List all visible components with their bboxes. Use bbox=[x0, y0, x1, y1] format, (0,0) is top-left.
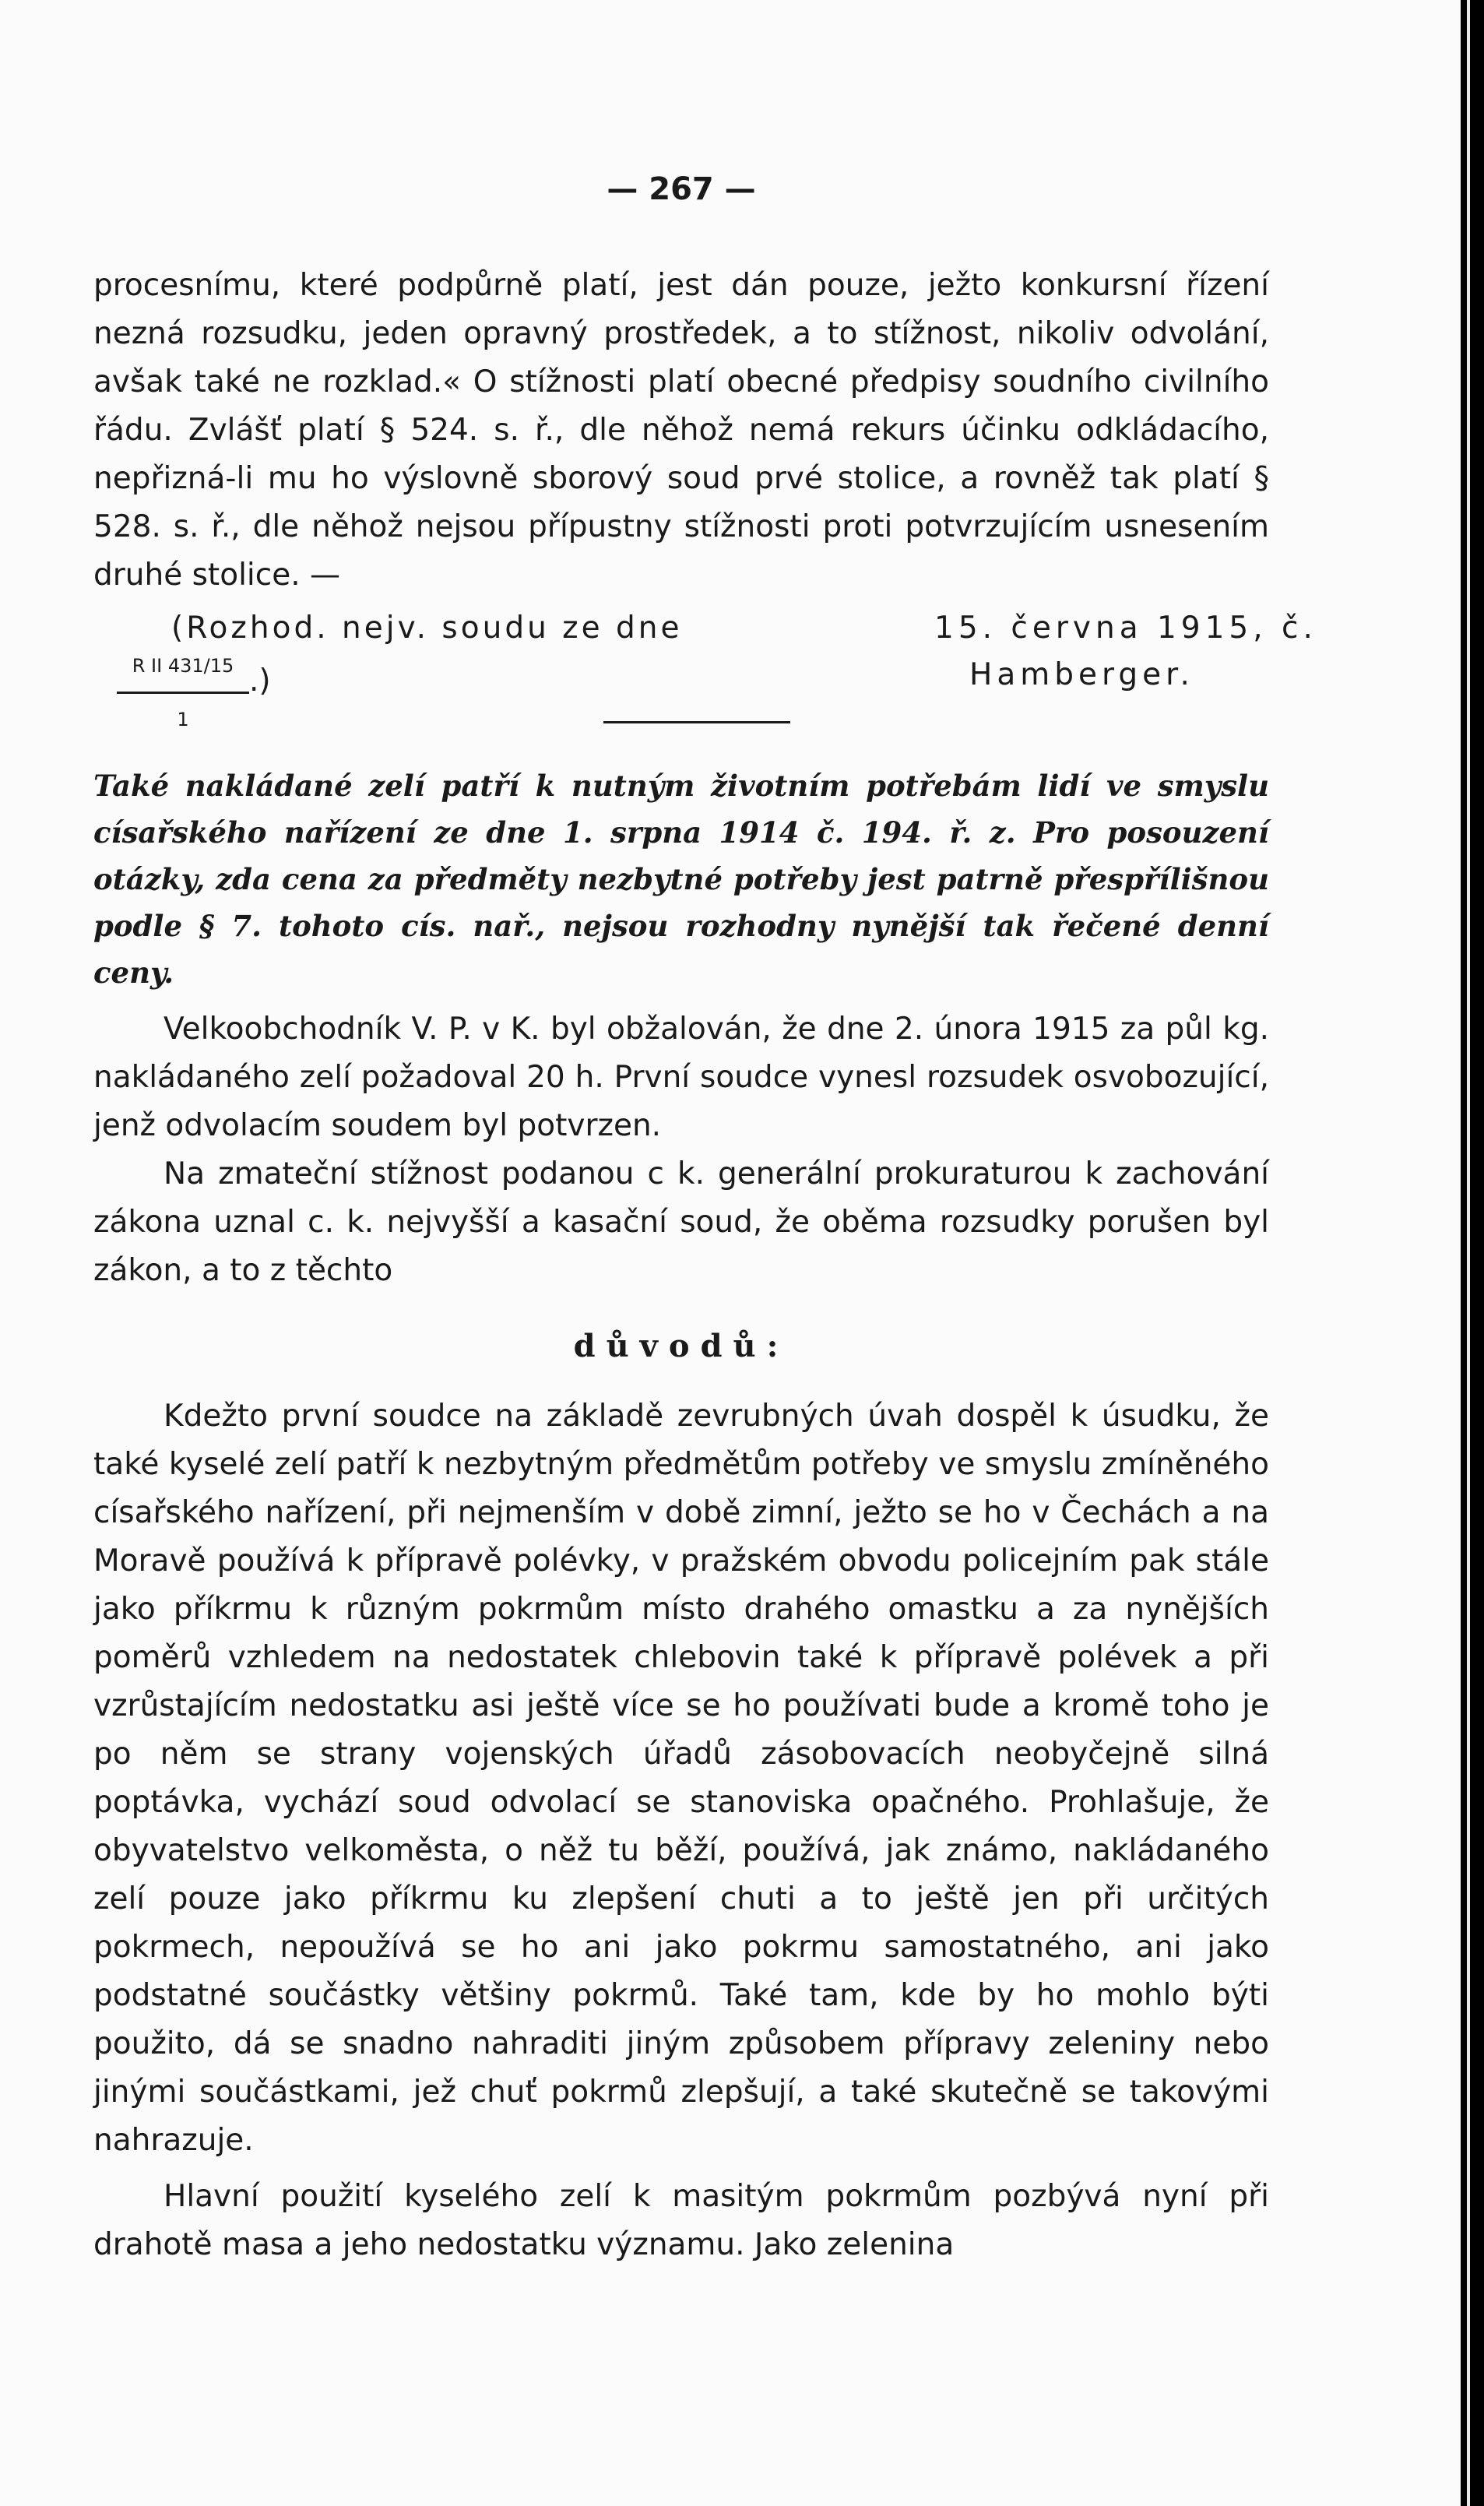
scan-edge-line bbox=[1467, 0, 1470, 2506]
court-citation bbox=[93, 604, 1317, 730]
citation-reference bbox=[117, 642, 249, 744]
citation-reference-denominator: 1 bbox=[177, 709, 189, 730]
citation-reference-number: R II 431/15 bbox=[117, 642, 249, 694]
citation-date: 15. června 1915, č. bbox=[934, 611, 1317, 646]
paragraph-reasons-continued: Hlavní použití kyselého zelí k masitým pokrmům pozbývá nyní při drahotě masa a jeho nedostatku významu. Jako zelenina bbox=[93, 2179, 1269, 2262]
paragraph-appeal: Na zmateční stížnost podanou c k. generální prokuraturou k zachování zákona uznal c. k. nejvyšší a kasační soud, že oběma rozsudky porušen byl zákon, a to z těchto bbox=[93, 1156, 1269, 1288]
scan-edge bbox=[1461, 0, 1484, 2506]
section-title: důvodů: bbox=[573, 1328, 789, 1364]
paragraph-continuation: procesnímu, které podpůrně platí, jest dán pouze, ježto konkursní řízení nezná rozsudku, jeden opravný prostředek, a to stížnost, nikoliv odvolání, avšak také ne rozklad.« O stížnosti platí obecné předpisy soudního civilního řádu. Zvlášť platí § 524. s. ř., dle něhož nemá rekurs účinku odkládacího, nepřizná-li mu ho výslovně sborový soud prvé stolice, a rovněž tak platí § 528. s. ř., dle něhož nejsou přípustny stížnosti proti potvrzujícím usnesením druhé stolice. — bbox=[93, 268, 1269, 593]
headnote: Také nakládané zelí patří k nutným životním potřebám lidí ve smyslu císařského nařízení ze dne 1. srpna 1914 č. 194. ř. z. Pro posouzení otázky, zda cena za předměty nezbytné potřeby jest patrně přespřílišnou podle § 7. tohoto cís. nař., nejsou rozhodny nynější tak řečené denní ceny. bbox=[93, 769, 1269, 990]
citation-close: .) bbox=[249, 663, 271, 699]
document-body bbox=[93, 171, 1317, 2269]
divider bbox=[603, 721, 790, 723]
paragraph-facts: Velkoobchodník V. P. v K. byl obžalován, že dne 2. února 1915 za půl kg. nakládaného zelí požadoval 20 h. První soudce vynesl rozsudek osvobozující, jenž odvolacím soudem byl potvrzen. bbox=[93, 1012, 1269, 1143]
paragraph-reasons: Kdežto první soudce na základě zevrubných úvah dospěl k úsudku, že také kyselé zelí patří k nezbytným předmětům potřeby ve smyslu zmíněného císařského nařízení, při nejmenším v době zimní, ježto se ho v Čechách a na Moravě používá k přípravě polévky, v pražském obvodu policejním pak stále jako příkrmu k různým pokrmům místo drahého omastku a za nynějších poměrů vzhledem na nedostatek chlebovin také k přípravě polévek a při vzrůstajícím nedostatku asi ještě více se ho používati bude a kromě toho je po něm se strany vojenských úřadů zásobovacích neobyčejně silná poptávka, vychází soud odvolací se stanoviska opačného. Prohlašuje, že obyvatelstvo velkoměsta, o něž tu běží, používá, jak známo, nakládaného zelí pouze jako příkrmu ku zlepšení chuti a to ještě jen při určitých pokrmech, nepoužívá se ho ani jako pokrmu samostatného, ani jako podstatné součástky většiny pokrmů. Také tam, kde by ho mohlo býti použito, dá se snadno nahraditi jiným způsobem přípravy zeleniny nebo jinými součástkami, jež chuť pokrmů zlepšují, a také skutečně se takovými nahrazuje. bbox=[93, 1399, 1269, 2158]
citation-author: Hamberger. bbox=[969, 657, 1194, 692]
page-number: — 267 — bbox=[607, 171, 756, 207]
citation-court: (Rozhod. nejv. soudu ze dne bbox=[171, 611, 683, 646]
